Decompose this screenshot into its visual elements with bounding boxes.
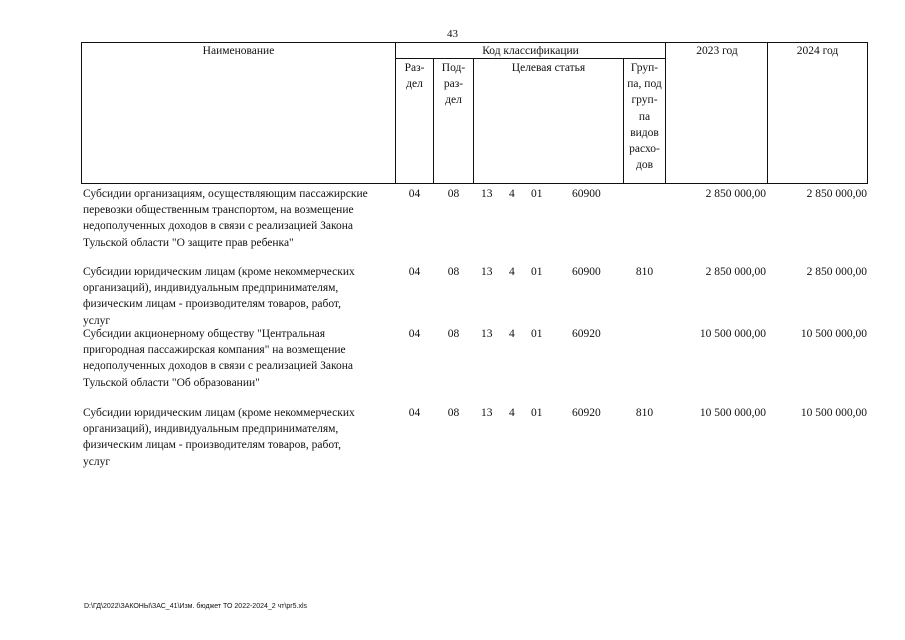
row-name-line: Тульской области "Об образовании" (83, 376, 260, 389)
header-target-article: Целевая статья (511, 62, 586, 74)
page-number: 43 (447, 28, 458, 40)
row-name-line: Субсидии организациям, осуществляющим пассажирские (83, 188, 368, 200)
header-expense-group-line: дов (635, 159, 654, 172)
header-subsection-line: раз- (443, 78, 464, 91)
row-name-line: недополученных доходов в связи с реализацией Закона (83, 220, 354, 233)
header-subsection (434, 60, 473, 109)
row-name-line: услуг (83, 314, 111, 327)
row-target-program: 13 (481, 328, 493, 340)
row-amount-2024: 10 500 000,00 (800, 407, 867, 419)
row-target-direction: 60920 (572, 328, 601, 340)
row-target-direction: 60920 (572, 407, 601, 419)
header-name: Наименование (202, 45, 275, 57)
row-name (83, 326, 395, 391)
row-subsection: 08 (447, 407, 460, 419)
row-subsection: 08 (447, 266, 460, 278)
row-amount-2024: 2 850 000,00 (806, 188, 867, 200)
row-amount-2024: 10 500 000,00 (800, 328, 867, 340)
row-name-line: физическим лицам - производителям товаров, работ, (83, 298, 341, 311)
row-amount-2023: 2 850 000,00 (705, 188, 766, 200)
row-target-program: 13 (481, 407, 493, 419)
row-target-direction: 60900 (572, 188, 601, 200)
row-expense-group: 810 (635, 407, 654, 419)
row-target-event: 01 (531, 188, 543, 200)
header-expense-group-line: видов (630, 126, 659, 139)
row-target-event: 01 (531, 407, 543, 419)
row-target-subprogram: 4 (509, 407, 515, 419)
row-section: 04 (408, 188, 421, 200)
row-name-line: организаций), индивидуальным предпринимателям, (83, 282, 339, 295)
row-target-event: 01 (531, 266, 543, 278)
header-expense-group-line: па (638, 110, 651, 123)
row-target-direction: 60900 (572, 266, 601, 278)
table-row (0, 264, 905, 326)
row-section: 04 (408, 266, 421, 278)
row-name (83, 405, 395, 470)
row-name-line: организаций), индивидуальным предпринимателям, (83, 423, 339, 436)
row-section: 04 (408, 328, 421, 340)
row-name-line: пригородная пассажирская компания" на возмещение (83, 344, 346, 357)
row-target-program: 13 (481, 188, 493, 200)
header-expense-group-line: па, под (627, 78, 662, 91)
header-year-2024: 2024 год (796, 45, 839, 57)
header-expense-group-line: груп- (631, 94, 658, 107)
header-expense-group-line: Груп- (630, 62, 659, 74)
row-name-line: Тульской области "О защите прав ребенка" (83, 236, 294, 249)
row-target-subprogram: 4 (509, 328, 515, 340)
row-name (83, 186, 395, 251)
row-target-subprogram: 4 (509, 266, 515, 278)
row-name-line: перевозки общественным транспортом, на возмещение (83, 204, 354, 217)
row-name-line: недополученных доходов в связи с реализацией Закона (83, 360, 354, 373)
row-target-program: 13 (481, 266, 493, 278)
row-amount-2023: 10 500 000,00 (699, 407, 766, 419)
row-name-line: Субсидии акционерному обществу "Центральная (83, 328, 326, 340)
row-amount-2023: 2 850 000,00 (705, 266, 766, 278)
header-section-line: дел (406, 78, 423, 91)
header-section (396, 60, 433, 92)
table-row (0, 326, 905, 396)
header-year-2023: 2023 год (696, 45, 738, 57)
row-name-line: Субсидии юридическим лицам (кроме некоммерческих (83, 407, 355, 419)
row-target-event: 01 (531, 328, 543, 340)
row-target-subprogram: 4 (509, 188, 515, 200)
header-subsection-line: дел (445, 94, 462, 107)
row-expense-group: 810 (635, 266, 654, 278)
row-section: 04 (408, 407, 421, 419)
header-section-line: Раз- (404, 62, 425, 74)
header-expense-group-line: расхо- (629, 143, 660, 156)
row-subsection: 08 (447, 188, 460, 200)
footer-file-path: D:\ГД\2022\ЗАКОНЫ\ЗАС_41\Изм. бюджет ТО 2022-2024_2 чт\pr5.xls (84, 603, 308, 610)
row-amount-2023: 10 500 000,00 (699, 328, 766, 340)
header-subsection-line: Под- (441, 62, 466, 74)
row-name-line: физическим лицам - производителям товаров, работ, (83, 439, 341, 452)
row-name-line: услуг (83, 455, 111, 468)
row-amount-2024: 2 850 000,00 (806, 266, 867, 278)
row-subsection: 08 (447, 328, 460, 340)
table-row (0, 186, 905, 256)
header-expense-group (624, 60, 665, 173)
row-name-line: Субсидии юридическим лицам (кроме некоммерческих (83, 266, 355, 278)
row-name (83, 264, 395, 329)
header-classification-code: Код классификации (482, 45, 579, 57)
table-row (0, 405, 905, 475)
